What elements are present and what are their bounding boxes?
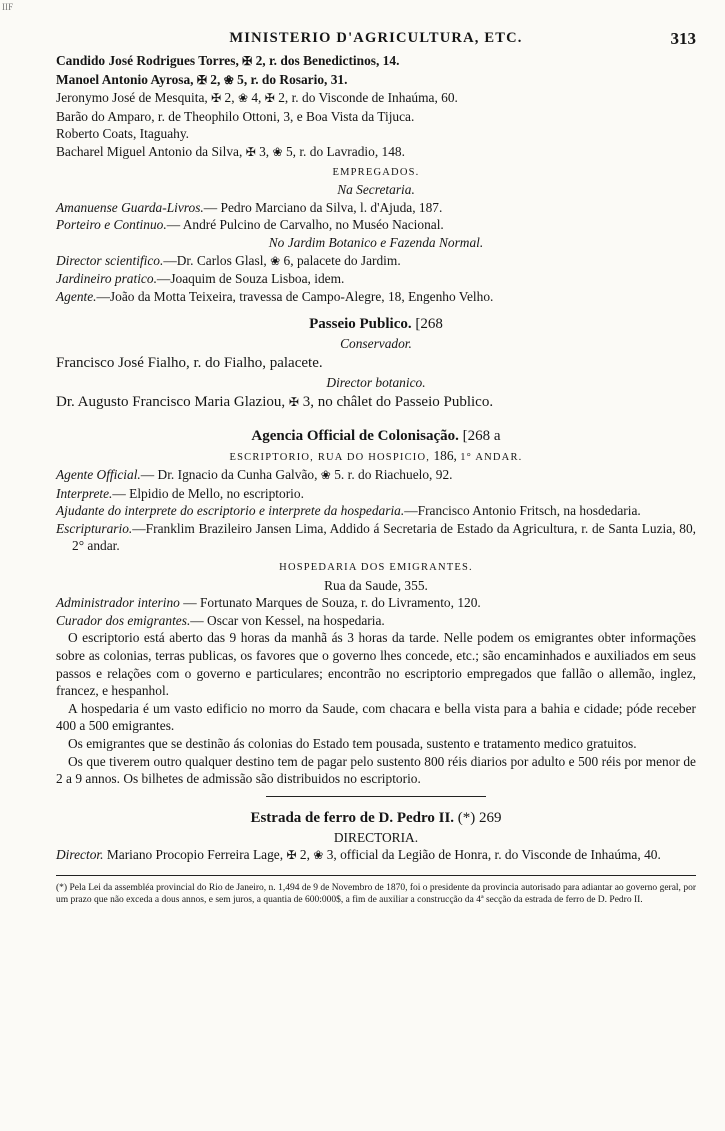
entry-interprete: Interprete.— Elpidio de Mello, no escriptorio. [56,485,304,501]
rose-icon: ❀ [270,253,281,268]
corner-mark: IIF [2,2,13,12]
empregados-heading: EMPREGADOS. [332,166,420,178]
header-title: MINISTERIO D'AGRICULTURA, ETC. [229,30,523,46]
rose-icon: ❀ [320,468,331,483]
cross-icon: ✠ [264,91,275,106]
estrada-title: Estrada de ferro de D. Pedro II. (*) 269 [250,809,502,826]
jardim-heading: No Jardim Botanico e Fazenda Normal. [268,234,484,250]
entry-curador: Curador dos emigrantes.— Oscar von Kessel, na hospedaria. [56,612,385,628]
cross-icon: ✠ [242,54,253,68]
entry-amanuense: Amanuense Guarda-Livros.— Pedro Marciano da Silva, l. d'Ajuda, 187. [56,199,443,215]
paragraph-outros-destinos: Os que tiverem outro qualquer destino tem de pagar pelo sustento 800 réis diarios por adulto e 500 réis por menor de 2 a 9 annos. Os bilhetes de admissão são distribuidos no escriptorio. [56,753,696,787]
running-header [56,30,696,52]
cross-icon: ✠ [288,394,299,409]
cross-icon: ✠ [211,91,222,106]
entry-administrador: Administrador interino — Fortunato Marques de Souza, r. do Livramento, 120. [56,595,481,611]
entry-candido: Candido José Rodrigues Torres, ✠ 2, r. dos Benedictinos, 14. [56,53,400,68]
hospedaria-heading: HOSPEDARIA DOS EMIGRANTES. [279,562,473,574]
escriptorio-address: ESCRIPTORIO, RUA DO HOSPICIO, 186, 1° ANDAR. [229,447,523,463]
entry-escripturario: Escripturario.—Franklim Brazileiro Jansen Lima, Addido á Secretaria de Estado da Agricultura, r. de Santa Luzia, 80, 2° andar. [56,520,696,554]
entry-ajudante: Ajudante do interprete do escriptorio e interprete da hospedaria.—Francisco Antonio Fritsch, na hosdedaria. [56,503,641,519]
director-botanico-heading: Director botanico. [326,374,426,390]
rose-icon: ❀ [223,72,234,87]
entry-jardineiro: Jardineiro pratico.—Joaquim de Souza Lisboa, idem. [56,271,345,287]
colonisacao-title: Agencia Official de Colonisação. [268 a [251,427,501,444]
footnote: (*) Pela Lei da assembléa provincial do Rio de Janeiro, n. 1,494 de 9 de Novembro de 1870, foi o presidente da provincia autorisado para adiantar ao governo geral, por um prazo que não exceda a dous annos, e sem juros, a quantia de 600:000$, a fim de auxiliar a construcção da 4ª secção da estrada de ferro de D. Pedro II. [56,882,696,906]
page [56,30,696,907]
rose-icon: ❀ [272,144,283,159]
paragraph-hospedaria: A hospedaria é um vasto edificio no morro da Saude, com chacara e bella vista para a bahia e cidade; póde receber 400 a 500 emigrantes. [56,700,696,734]
entry-bacharel: Bacharel Miguel Antonio da Silva, ✠ 3, ❀ 5, r. do Lavradio, 148. [56,143,405,159]
paragraph-emigrantes: Os emigrantes que se destinão ás colonias do Estado tem pousada, sustento e tratamento medico gratuitos. [68,736,637,751]
cross-icon: ✠ [196,72,207,87]
hospedaria-address: Rua da Saude, 355. [324,577,428,593]
top-entries [56,52,696,162]
entry-director-scientifico: Director scientifico.—Dr. Carlos Glasl, ❀ 6, palacete do Jardim. [56,252,401,268]
footnote-divider [56,875,696,876]
page-number: 313 [670,29,696,48]
rose-icon: ❀ [313,848,324,863]
section-divider [266,796,486,797]
na-secretaria-heading: Na Secretaria. [337,182,415,198]
entry-director-botanico: Dr. Augusto Francisco Maria Glaziou, ✠ 3, no châlet do Passeio Publico. [56,393,494,410]
cross-icon: ✠ [286,848,297,863]
directoria-heading: DIRECTORIA. [333,829,419,845]
cross-icon: ✠ [245,144,256,159]
entry-barao: Barão do Amparo, r. de Theophilo Ottoni, 3, e Boa Vista da Tijuca. [56,108,415,124]
entry-porteiro: Porteiro e Continuo.— André Pulcino de Carvalho, no Muséo Nacional. [56,217,444,233]
entry-agente: Agente.—João da Motta Teixeira, travessa de Campo-Alegre, 18, Engenho Velho. [56,288,494,304]
rose-icon: ❀ [237,91,248,106]
entry-jeronymo: Jeronymo José de Mesquita, ✠ 2, ❀ 4, ✠ 2, r. do Visconde de Inhaúma, 60. [56,90,458,106]
entry-agente-official: Agente Official.— Dr. Ignacio da Cunha Galvão, ❀ 5. r. do Riachuelo, 92. [56,467,453,483]
entry-manoel: Manoel Antonio Ayrosa, ✠ 2, ❀ 5, r. do Rosario, 31. [56,71,348,87]
passeio-title: Passeio Publico. [268 [309,316,443,333]
entry-director-estrada: Director. Mariano Procopio Ferreira Lage, ✠ 2, ❀ 3, official da Legião de Honra, r. do Visconde de Inhaúma, 40. [56,847,661,863]
entry-conservador: Francisco José Fialho, r. do Fialho, palacete. [56,354,323,371]
paragraph-escriptorio: O escriptorio está aberto das 9 horas da manhã ás 3 horas da tarde. Nelle podem os emigrantes obter informações sobre as colonias, terras publicas, os favores que o governo lhes concede, etc.; são encaminhados e auxiliados em seus passos e relações com o governo e particulares; encontrão no escriptorio empregados que fallão o allemão, inglez, francez, e hespanhol. [56,630,696,699]
conservador-heading: Conservador. [340,336,412,352]
entry-roberto: Roberto Coats, Itaguahy. [56,126,190,142]
